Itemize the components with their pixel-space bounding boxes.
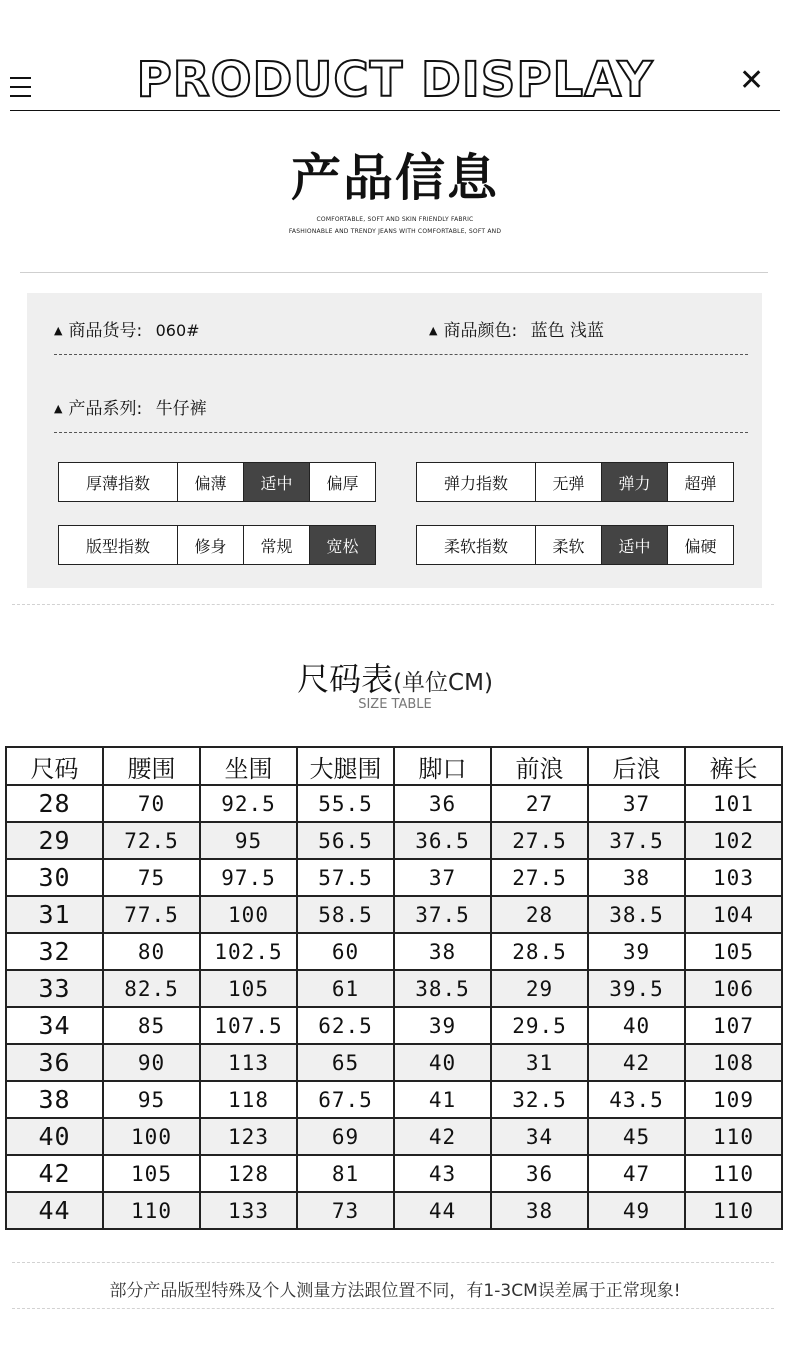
size-table-header-row (6, 747, 782, 785)
measurement-cell: 38 (491, 1192, 588, 1229)
measurement-cell: 107 (685, 1007, 782, 1044)
size-table-title-text: 尺码表 (297, 660, 394, 698)
size-cell: 42 (6, 1155, 103, 1192)
measurement-cell: 39.5 (588, 970, 685, 1007)
measurement-cell: 110 (685, 1155, 782, 1192)
section-title-product-info: 产品信息 (291, 149, 499, 207)
measurement-cell: 110 (685, 1118, 782, 1155)
measurement-cell: 133 (200, 1192, 297, 1229)
measurement-cell: 43 (394, 1155, 491, 1192)
measurement-cell: 37.5 (588, 822, 685, 859)
table-row (6, 1007, 782, 1044)
measurement-cell: 27 (491, 785, 588, 822)
column-header: 裤长 (685, 747, 782, 785)
index-option: 常规 (243, 526, 309, 564)
column-header: 脚口 (394, 747, 491, 785)
column-header: 坐围 (200, 747, 297, 785)
measurement-cell: 102.5 (200, 933, 297, 970)
item-number-row (54, 316, 200, 341)
measurement-cell: 80 (103, 933, 200, 970)
measurement-disclaimer: 部分产品版型特殊及个人测量方法跟位置不同，有1-3CM误差属于正常现象! (109, 1281, 681, 1301)
product-series-label: 产品系列: (68, 399, 143, 419)
column-header: 后浪 (588, 747, 685, 785)
measurement-cell: 58.5 (297, 896, 394, 933)
measurement-cell: 37 (394, 859, 491, 896)
measurement-cell: 49 (588, 1192, 685, 1229)
measurement-cell: 95 (200, 822, 297, 859)
measurement-cell: 28 (491, 896, 588, 933)
measurement-cell: 37.5 (394, 896, 491, 933)
measurement-cell: 40 (588, 1007, 685, 1044)
measurement-cell: 41 (394, 1081, 491, 1118)
measurement-cell: 56.5 (297, 822, 394, 859)
size-cell: 40 (6, 1118, 103, 1155)
measurement-cell: 31 (491, 1044, 588, 1081)
table-row (6, 1155, 782, 1192)
measurement-cell: 105 (685, 933, 782, 970)
measurement-cell: 82.5 (103, 970, 200, 1007)
table-row (6, 896, 782, 933)
index-option-selected: 宽松 (309, 526, 375, 564)
measurement-cell: 90 (103, 1044, 200, 1081)
measurement-cell: 109 (685, 1081, 782, 1118)
measurement-cell: 92.5 (200, 785, 297, 822)
index-option: 无弹 (535, 463, 601, 501)
measurement-cell: 29.5 (491, 1007, 588, 1044)
measurement-cell: 107.5 (200, 1007, 297, 1044)
bullet-icon: ▲ (429, 324, 438, 337)
measurement-cell: 85 (103, 1007, 200, 1044)
measurement-cell: 38 (394, 933, 491, 970)
measurement-cell: 103 (685, 859, 782, 896)
table-row (6, 970, 782, 1007)
measurement-cell: 75 (103, 859, 200, 896)
index-option-selected: 弹力 (601, 463, 667, 501)
thickness-index (58, 462, 376, 502)
table-row (6, 1118, 782, 1155)
product-series-row (54, 394, 207, 419)
measurement-cell: 102 (685, 822, 782, 859)
measurement-cell: 65 (297, 1044, 394, 1081)
header-divider (10, 110, 780, 111)
measurement-cell: 110 (103, 1192, 200, 1229)
size-cell: 36 (6, 1044, 103, 1081)
measurement-cell: 70 (103, 785, 200, 822)
measurement-cell: 61 (297, 970, 394, 1007)
table-row (6, 1192, 782, 1229)
item-number-label: 商品货号: (68, 321, 143, 341)
measurement-cell: 110 (685, 1192, 782, 1229)
size-table-title (0, 654, 790, 700)
measurement-cell: 113 (200, 1044, 297, 1081)
measurement-cell: 81 (297, 1155, 394, 1192)
size-table-subtitle: SIZE TABLE (358, 697, 432, 712)
index-option-selected: 适中 (601, 526, 667, 564)
measurement-cell: 62.5 (297, 1007, 394, 1044)
measurement-cell: 118 (200, 1081, 297, 1118)
size-cell: 31 (6, 896, 103, 933)
product-color-row (429, 316, 604, 341)
measurement-cell: 73 (297, 1192, 394, 1229)
measurement-cell: 36 (394, 785, 491, 822)
column-header: 尺码 (6, 747, 103, 785)
column-header: 大腿围 (297, 747, 394, 785)
measurement-cell: 38.5 (588, 896, 685, 933)
index-option-selected: 适中 (243, 463, 309, 501)
measurement-cell: 36 (491, 1155, 588, 1192)
measurement-cell: 100 (200, 896, 297, 933)
index-option: 柔软 (535, 526, 601, 564)
measurement-cell: 27.5 (491, 822, 588, 859)
measurement-cell: 95 (103, 1081, 200, 1118)
dotted-divider (12, 604, 774, 605)
close-icon[interactable]: ✕ (739, 63, 765, 98)
index-option: 偏薄 (177, 463, 243, 501)
dashed-divider (54, 432, 748, 433)
measurement-cell: 37 (588, 785, 685, 822)
measurement-cell: 97.5 (200, 859, 297, 896)
page-title: PRODUCT DISPLAY (136, 52, 654, 108)
size-cell: 44 (6, 1192, 103, 1229)
measurement-cell: 105 (103, 1155, 200, 1192)
section-divider (20, 272, 768, 273)
tagline-line-1: COMFORTABLE, SOFT AND SKIN FRIENDLY FABRIC (316, 216, 474, 223)
index-label: 版型指数 (85, 536, 150, 556)
measurement-cell: 38 (588, 859, 685, 896)
size-cell: 38 (6, 1081, 103, 1118)
measurement-cell: 47 (588, 1155, 685, 1192)
measurement-cell: 69 (297, 1118, 394, 1155)
elasticity-index (416, 462, 734, 502)
measurement-cell: 128 (200, 1155, 297, 1192)
size-cell: 33 (6, 970, 103, 1007)
size-cell: 34 (6, 1007, 103, 1044)
measurement-cell: 72.5 (103, 822, 200, 859)
measurement-cell: 43.5 (588, 1081, 685, 1118)
measurement-cell: 29 (491, 970, 588, 1007)
item-number-value: 060# (155, 321, 200, 340)
bullet-icon: ▲ (54, 402, 63, 415)
measurement-cell: 27.5 (491, 859, 588, 896)
product-series-value: 牛仔裤 (155, 399, 207, 419)
measurement-cell: 100 (103, 1118, 200, 1155)
product-color-label: 商品颜色: (443, 321, 518, 341)
size-cell: 28 (6, 785, 103, 822)
dashed-divider (54, 354, 748, 355)
tagline-line-2: FASHIONABLE AND TRENDY JEANS WITH COMFORTABLE, SOFT AND (288, 228, 502, 235)
measurement-cell: 67.5 (297, 1081, 394, 1118)
dotted-divider (12, 1262, 774, 1263)
measurement-cell: 77.5 (103, 896, 200, 933)
measurement-cell: 39 (588, 933, 685, 970)
softness-index (416, 525, 734, 565)
table-row (6, 822, 782, 859)
table-row (6, 859, 782, 896)
measurement-cell: 38.5 (394, 970, 491, 1007)
table-row (6, 1081, 782, 1118)
measurement-cell: 57.5 (297, 859, 394, 896)
size-cell: 30 (6, 859, 103, 896)
index-option: 偏硬 (667, 526, 733, 564)
measurement-cell: 39 (394, 1007, 491, 1044)
size-cell: 29 (6, 822, 103, 859)
table-row (6, 1044, 782, 1081)
measurement-cell: 44 (394, 1192, 491, 1229)
size-cell: 32 (6, 933, 103, 970)
measurement-cell: 28.5 (491, 933, 588, 970)
index-label: 弹力指数 (443, 473, 508, 493)
measurement-cell: 40 (394, 1044, 491, 1081)
measurement-cell: 42 (394, 1118, 491, 1155)
fit-index (58, 525, 376, 565)
measurement-cell: 60 (297, 933, 394, 970)
column-header: 前浪 (491, 747, 588, 785)
index-label: 柔软指数 (443, 536, 508, 556)
index-option: 偏厚 (309, 463, 375, 501)
size-table-unit: (单位CM) (393, 670, 493, 696)
dotted-divider (12, 1308, 774, 1309)
size-table (5, 746, 783, 1230)
column-header: 腰围 (103, 747, 200, 785)
measurement-cell: 104 (685, 896, 782, 933)
measurement-cell: 55.5 (297, 785, 394, 822)
measurement-cell: 106 (685, 970, 782, 1007)
index-label: 厚薄指数 (85, 473, 150, 493)
measurement-cell: 105 (200, 970, 297, 1007)
index-option: 超弹 (667, 463, 733, 501)
product-color-value: 蓝色 浅蓝 (530, 321, 605, 341)
measurement-cell: 108 (685, 1044, 782, 1081)
measurement-cell: 101 (685, 785, 782, 822)
table-row (6, 933, 782, 970)
measurement-cell: 34 (491, 1118, 588, 1155)
measurement-cell: 36.5 (394, 822, 491, 859)
table-row (6, 785, 782, 822)
measurement-cell: 45 (588, 1118, 685, 1155)
measurement-cell: 123 (200, 1118, 297, 1155)
index-option: 修身 (177, 526, 243, 564)
bullet-icon: ▲ (54, 324, 63, 337)
measurement-cell: 32.5 (491, 1081, 588, 1118)
measurement-cell: 42 (588, 1044, 685, 1081)
